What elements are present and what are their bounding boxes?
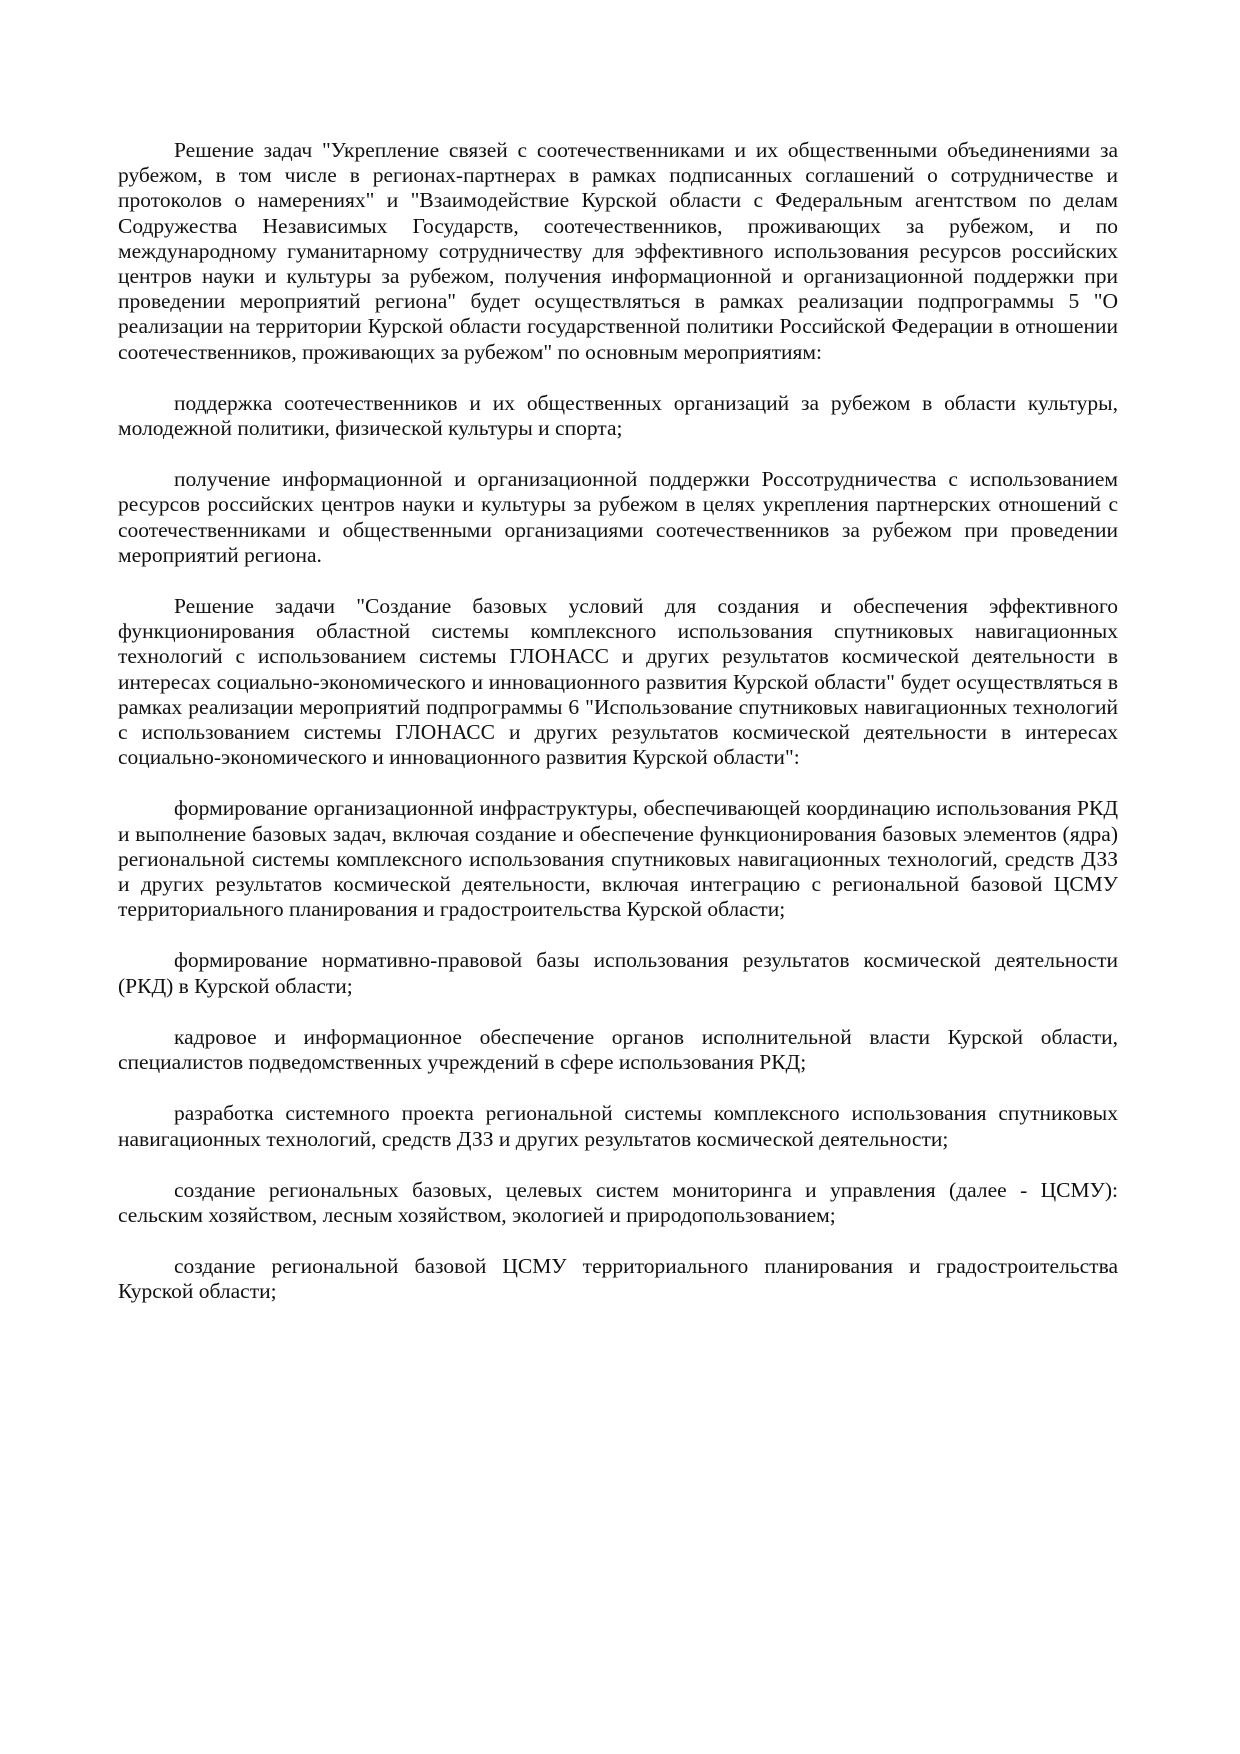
paragraph-staffing: кадровое и информационное обеспечение органов исполнительной власти Курской области, специалистов подведомственных учреждений в сфере использования РКД; [118,1024,1118,1075]
paragraph-support-compatriots: поддержка соотечественников и их общественных организаций за рубежом в области культуры, молодежной политики, физической культуры и спорта; [118,390,1118,441]
paragraph-infrastructure-formation: формирование организационной инфраструктуры, обеспечивающей координацию использования РКД и выполнение базовых задач, включая создание и обеспечение функционирования базовых элементов (ядра) региональной системы комплексного использования спутниковых навигационных технологий, средств ДЗЗ и других результатов космической деятельности, включая интеграцию с региональной базовой ЦСМУ территориального планирования и градостроительства Курской области; [118,796,1118,922]
paragraph-rossotrudnichestvo-support: получение информационной и организационной поддержки Россотрудничества с использованием ресурсов российских центров науки и культуры за рубежом в целях укрепления партнерских отношений с соотечественниками и общественными организациями соотечественников за рубежом при проведении мероприятий региона. [118,467,1118,567]
paragraph-tasks-subprogram-6: Решение задачи "Создание базовых условий для создания и обеспечения эффективного функционирования областной системы комплексного использования спутниковых навигационных технологий с использованием системы ГЛОНАСС и других результатов космической деятельности в интересах социально-экономического и инновационного развития Курской области" будет осуществляться в рамках реализации мероприятий подпрограммы 6 "Использование спутниковых навигационных технологий с использованием системы ГЛОНАСС и других результатов космической деятельности в интересах социально-экономического и инновационного развития Курской области": [118,594,1118,770]
paragraph-system-project: разработка системного проекта региональной системы комплексного использования спутниковых навигационных технологий, средств ДЗЗ и других результатов космической деятельности; [118,1101,1118,1151]
document-page [118,138,1118,1331]
paragraph-legal-base: формирование нормативно-правовой базы использования результатов космической деятельности (РКД) в Курской области; [118,948,1118,998]
paragraph-urban-planning-csmu: создание региональной базовой ЦСМУ территориального планирования и градостроительства Курской области; [118,1254,1118,1304]
paragraph-tasks-subprogram-5: Решение задач "Укрепление связей с соотечественниками и их общественными объединениями за рубежом, в том числе в регионах-партнерах в рамках подписанных соглашений о сотрудничестве и протоколов о намерениях" и "Взаимодействие Курской области с Федеральным агентством по делам Содружества Независимых Государств, соотечественников, проживающих за рубежом, и по международному гуманитарному сотрудничеству для эффективного использования ресурсов российских центров науки и культуры за рубежом, получения информационной и организационной поддержки при проведении мероприятий региона" будет осуществляться в рамках реализации подпрограммы 5 "О реализации на территории Курской области государственной политики Российской Федерации в отношении соотечественников, проживающих за рубежом" по основным мероприятиям: [118,138,1118,364]
paragraph-monitoring-systems: создание региональных базовых, целевых систем мониторинга и управления (далее - ЦСМУ): сельским хозяйством, лесным хозяйством, экологией и природопользованием; [118,1177,1118,1227]
